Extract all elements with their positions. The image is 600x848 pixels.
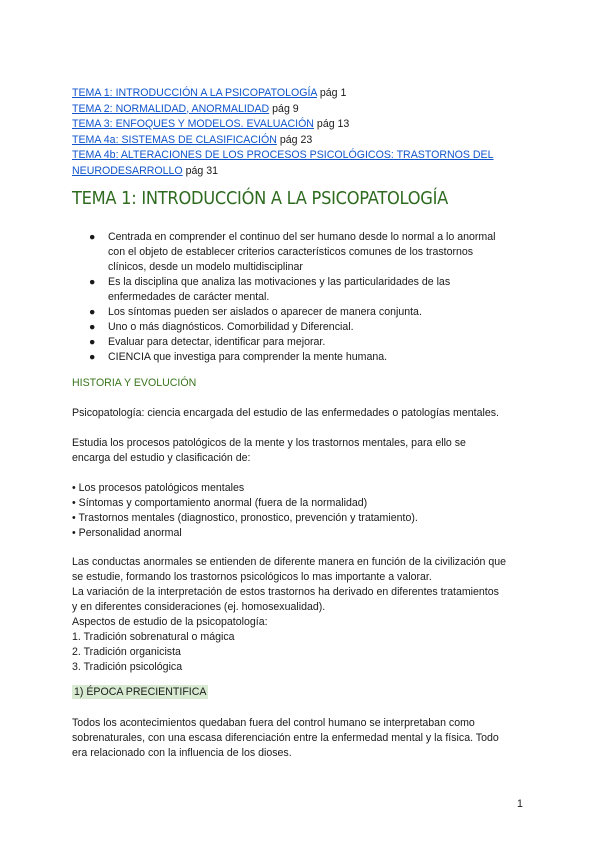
toc-entry — [72, 164, 542, 180]
paragraph-line: 1. Tradición sobrenatural o mágica — [72, 631, 235, 643]
toc-entry — [72, 133, 542, 149]
paragraph-line: 2. Tradición organicista — [72, 646, 181, 658]
list-text: clínicos, desde un modelo multidisciplinar — [108, 261, 303, 273]
section-heading-epoch — [72, 685, 532, 700]
paragraph-line: encarga del estudio y clasificación de: — [72, 452, 251, 464]
bullet-icon: ● — [89, 306, 96, 318]
bullet-icon: ● — [89, 276, 96, 288]
toc-page: pág 31 — [185, 164, 219, 177]
paragraph-line: 3. Tradición psicológica — [72, 661, 183, 673]
list-text: Los síntomas pueden ser aislados o aparecer de manera conjunta. — [108, 306, 422, 318]
list-item: • Trastornos mentales (diagnostico, pronostico, prevención y tratamiento). — [72, 512, 418, 524]
list-item — [72, 320, 522, 335]
list-item: • Los procesos patológicos mentales — [72, 482, 245, 494]
list-text: Centrada en comprender el continuo del ser humano desde lo normal a lo anormal — [108, 231, 496, 243]
list-item — [72, 350, 522, 365]
paragraph-line: Todos los acontecimientos quedaban fuera del control humano se interpretaban como — [72, 717, 475, 729]
list-item — [72, 230, 522, 275]
list-item: • Personalidad anormal — [72, 527, 182, 539]
toc-page: pág 9 — [272, 102, 299, 115]
paragraph-line: y en diferentes consideraciones (ej. homosexualidad). — [72, 601, 326, 613]
bullet-icon: ● — [89, 321, 96, 333]
paragraph-line: La variación de la interpretación de estos trastornos ha derivado en diferentes tratamientos — [72, 586, 499, 598]
paragraph-line: Las conductas anormales se entienden de diferente manera en función de la civilización que — [72, 556, 507, 568]
page-number: 1 — [517, 798, 523, 810]
paragraph-line: Estudia los procesos patológicos de la mente y los trastornos mentales, para ello se — [72, 437, 466, 449]
list-text: Es la disciplina que analiza las motivaciones y las particularidades de las — [108, 276, 451, 288]
highlighted-heading: 1) ÉPOCA PRECIENTIFICA — [74, 686, 207, 698]
toc-page: pág 1 — [319, 87, 347, 99]
page-title: TEMA 1: INTRODUCCIÓN A LA PSICOPATOLOGÍA — [72, 189, 449, 209]
toc-link-tema-4b-cont[interactable]: NEURODESARROLLO — [72, 164, 183, 177]
toc-entry — [72, 117, 542, 133]
definition-paragraph: Psicopatología: ciencia encargada del estudio de las enfermedades o patologías mentales. — [72, 407, 499, 419]
bullet-icon: ● — [89, 336, 96, 348]
paragraph-line: se estudie, formando los trastornos psicológicos lo mas importante a valorar. — [72, 571, 432, 583]
conduct-paragraph — [72, 555, 542, 675]
list-item: • Síntomas y comportamiento anormal (fuera de la normalidad) — [72, 497, 368, 509]
paragraph-line: Aspectos de estudio de la psicopatología: — [72, 616, 268, 628]
toc-link-tema-4b[interactable]: TEMA 4b: ALTERACIONES DE LOS PROCESOS PSICOLÓGICOS: TRASTORNOS DEL — [72, 149, 494, 161]
list-item — [72, 275, 522, 305]
list-text: Uno o más diagnósticos. Comorbilidad y Diferencial. — [108, 321, 354, 333]
list-item — [72, 305, 522, 320]
list-text: enfermedades de carácter mental. — [108, 291, 270, 303]
bullet-list — [72, 230, 522, 365]
toc-page: pág 23 — [279, 133, 313, 146]
list-text: Evaluar para detectar, identificar para mejorar. — [108, 336, 326, 348]
study-items — [72, 481, 532, 541]
toc-link-tema-1[interactable]: TEMA 1: INTRODUCCIÓN A LA PSICOPATOLOGÍA — [72, 87, 317, 99]
toc-entry — [72, 86, 542, 102]
paragraph-line: era relacionado con la influencia de los dioses. — [72, 747, 292, 759]
list-text: CIENCIA que investiga para comprender la mente humana. — [108, 351, 388, 363]
epoch-paragraph — [72, 716, 542, 761]
list-item — [72, 335, 522, 350]
toc-link-tema-4a[interactable]: TEMA 4a: SISTEMAS DE CLASIFICACIÓN — [72, 133, 277, 146]
toc-page: pág 13 — [316, 118, 350, 130]
bullet-icon: ● — [89, 351, 96, 363]
toc-entry — [72, 148, 542, 164]
toc-link-tema-2[interactable]: TEMA 2: NORMALIDAD, ANORMALIDAD — [72, 102, 270, 115]
table-of-contents — [72, 86, 542, 179]
list-text: con el objeto de establecer criterios característicos comunes de los trastornos — [108, 246, 474, 258]
paragraph-line: sobrenaturales, con una escasa diferenciación entre la enfermedad mental y la física. Todo — [72, 732, 499, 744]
study-paragraph — [72, 436, 532, 466]
bullet-icon: ● — [89, 231, 96, 243]
toc-entry — [72, 102, 542, 118]
section-heading-history: HISTORIA Y EVOLUCIÓN — [72, 377, 197, 389]
toc-link-tema-3[interactable]: TEMA 3: ENFOQUES Y MODELOS. EVALUACIÓN — [72, 118, 314, 130]
